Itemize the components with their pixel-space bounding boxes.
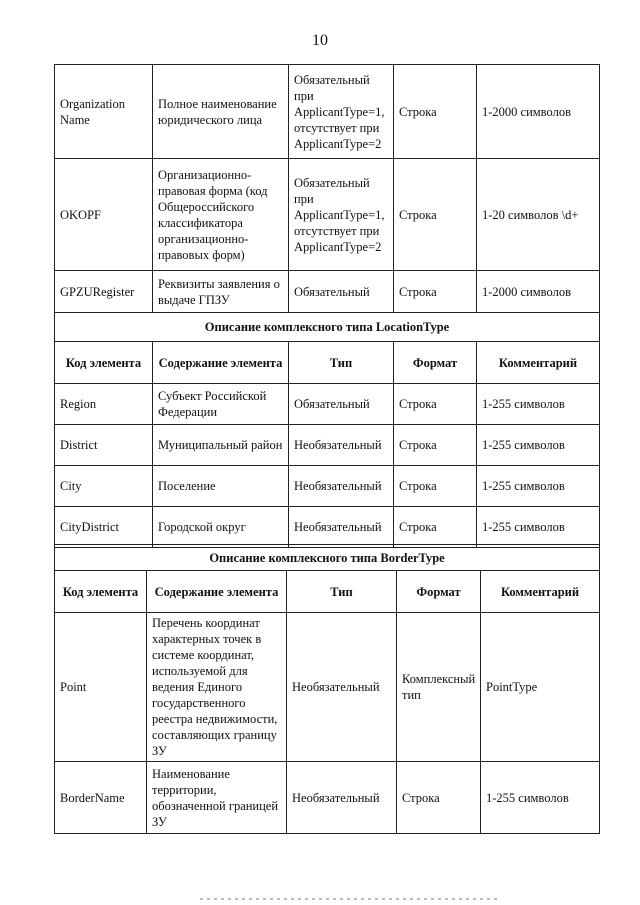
element-format: Строка [394, 159, 477, 271]
element-format: Строка [394, 425, 477, 466]
column-header: Тип [287, 571, 397, 613]
element-code: City [55, 466, 153, 507]
element-comment: 1-255 символов [481, 762, 600, 834]
element-code: GPZURegister [55, 271, 153, 313]
element-content: Городской округ [153, 507, 289, 548]
header-row [55, 342, 600, 384]
table-row [55, 762, 600, 834]
element-format: Строка [394, 65, 477, 159]
element-code: Region [55, 384, 153, 425]
element-type: Необязательный [289, 507, 394, 548]
table-row [55, 65, 600, 159]
scan-artifact [200, 898, 500, 900]
element-comment: PointType [481, 613, 600, 762]
element-format: Строка [394, 507, 477, 548]
element-content: Муниципальный район [153, 425, 289, 466]
table-row [55, 384, 600, 425]
element-content: Перечень координат характерных точек в системе координат, используемой для ведения Единого государственного реестра недвижимости, составляющих границу ЗУ [147, 613, 287, 762]
element-content: Реквизиты заявления о выдаче ГПЗУ [153, 271, 289, 313]
table-row [55, 159, 600, 271]
page-number: 10 [312, 32, 328, 49]
table-row [55, 425, 600, 466]
column-header: Комментарий [481, 571, 600, 613]
element-type: Обязательный [289, 384, 394, 425]
header-row [55, 571, 600, 613]
section-title: Описание комплексного типа BorderType [55, 545, 600, 571]
element-code: District [55, 425, 153, 466]
column-header: Тип [289, 342, 394, 384]
element-type: Обязательный при ApplicantType=1, отсутствует при ApplicantType=2 [289, 65, 394, 159]
element-type: Необязательный [287, 613, 397, 762]
element-comment: 1-255 символов [477, 466, 600, 507]
element-content: Поселение [153, 466, 289, 507]
location-type-table [54, 64, 600, 548]
table-row [55, 271, 600, 313]
element-comment: 1-255 символов [477, 384, 600, 425]
element-content: Субъект Российской Федерации [153, 384, 289, 425]
element-type: Необязательный [289, 466, 394, 507]
element-code: OKOPF [55, 159, 153, 271]
element-comment: 1-255 символов [477, 425, 600, 466]
table-row [55, 613, 600, 762]
table-row [55, 466, 600, 507]
element-comment: 1-20 символов \d+ [477, 159, 600, 271]
section-title-row [55, 545, 600, 571]
element-comment: 1-2000 символов [477, 271, 600, 313]
column-header: Формат [394, 342, 477, 384]
table-row [55, 507, 600, 548]
element-format: Строка [394, 384, 477, 425]
column-header: Комментарий [477, 342, 600, 384]
column-header: Формат [397, 571, 481, 613]
element-type: Необязательный [289, 425, 394, 466]
element-format: Строка [394, 466, 477, 507]
section-title-row [55, 313, 600, 342]
section-title: Описание комплексного типа LocationType [55, 313, 600, 342]
column-header: Содержание элемента [147, 571, 287, 613]
border-type-table [54, 544, 600, 834]
element-format: Строка [397, 762, 481, 834]
column-header: Содержание элемента [153, 342, 289, 384]
element-content: Организационно-правовая форма (код Общероссийского классификатора организационно-правовых форм) [153, 159, 289, 271]
element-type: Обязательный при ApplicantType=1, отсутствует при ApplicantType=2 [289, 159, 394, 271]
element-code: BorderName [55, 762, 147, 834]
element-format: Комплексный тип [397, 613, 481, 762]
element-code: CityDistrict [55, 507, 153, 548]
element-comment: 1-255 символов [477, 507, 600, 548]
element-code: Organization Name [55, 65, 153, 159]
element-comment: 1-2000 символов [477, 65, 600, 159]
column-header: Код элемента [55, 342, 153, 384]
element-type: Необязательный [287, 762, 397, 834]
element-type: Обязательный [289, 271, 394, 313]
column-header: Код элемента [55, 571, 147, 613]
element-content: Наименование территории, обозначенной границей ЗУ [147, 762, 287, 834]
element-content: Полное наименование юридического лица [153, 65, 289, 159]
element-format: Строка [394, 271, 477, 313]
element-code: Point [55, 613, 147, 762]
